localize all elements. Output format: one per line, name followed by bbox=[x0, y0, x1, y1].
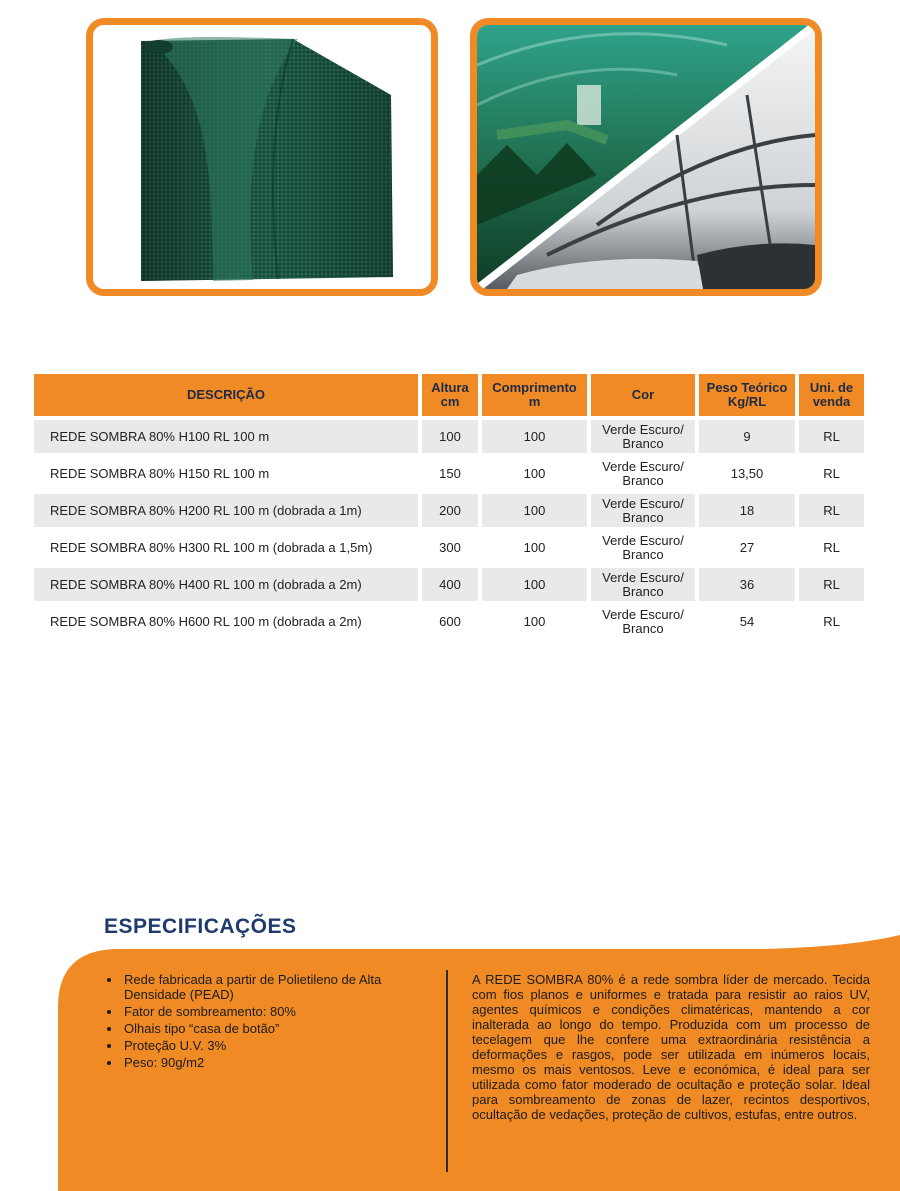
cell-uni: RL bbox=[799, 494, 864, 527]
header-altura: Altura cm bbox=[422, 374, 478, 416]
cell-comprimento: 100 bbox=[523, 465, 546, 481]
cell-altura: 150 bbox=[439, 465, 461, 481]
cell-descricao: REDE SOMBRA 80% H300 RL 100 m (dobrada a 1,5m) bbox=[50, 539, 373, 555]
product-table bbox=[30, 370, 868, 642]
cell-descricao: REDE SOMBRA 80% H100 RL 100 m bbox=[34, 420, 418, 453]
cell-altura: 300 bbox=[439, 539, 461, 555]
cell-cor: Verde Escuro/ Branco bbox=[602, 532, 684, 562]
cell-altura: 600 bbox=[439, 613, 461, 629]
header-cor: Cor bbox=[591, 374, 695, 416]
cell-cor: Verde Escuro/ Branco bbox=[602, 458, 684, 488]
cell-descricao: REDE SOMBRA 80% H200 RL 100 m (dobrada a 1m) bbox=[34, 494, 418, 527]
header-uni: Uni. de venda bbox=[799, 374, 864, 416]
header-descricao: DESCRIÇÃO bbox=[34, 374, 418, 416]
table-row bbox=[34, 457, 864, 490]
cell-cor: Verde Escuro/ Branco bbox=[591, 494, 695, 527]
cell-altura: 400 bbox=[422, 568, 478, 601]
cell-descricao: REDE SOMBRA 80% H600 RL 100 m (dobrada a 2m) bbox=[50, 613, 362, 629]
specs-bullet-list bbox=[104, 972, 434, 1072]
cell-peso: 54 bbox=[739, 613, 755, 629]
table-row bbox=[34, 605, 864, 638]
cell-peso: 36 bbox=[699, 568, 795, 601]
shade-net-roll-image bbox=[93, 25, 431, 289]
list-item: Olhais tipo “casa de botão” bbox=[104, 1021, 434, 1036]
cell-uni: RL bbox=[823, 539, 840, 555]
cell-peso: 18 bbox=[699, 494, 795, 527]
cell-comprimento: 100 bbox=[523, 613, 546, 629]
specs-divider bbox=[446, 970, 448, 1172]
cell-uni: RL bbox=[823, 613, 840, 629]
cell-cor: Verde Escuro/ Branco bbox=[591, 420, 695, 453]
table-header-row bbox=[34, 374, 864, 416]
header-peso: Peso Teórico Kg/RL bbox=[699, 374, 795, 416]
cell-peso: 13,50 bbox=[730, 465, 764, 481]
cell-altura: 100 bbox=[422, 420, 478, 453]
cell-comprimento: 100 bbox=[482, 494, 587, 527]
product-description: A REDE SOMBRA 80% é a rede sombra líder de mercado. Tecida com fios planos e uniformes e tratada para resistir ao raios UV, agentes químicos e condições climatéricas, mantendo a cor inalterada ao longo do tempo. Produzida com um processo de tecelagem que lhe confere uma extraordinária resistência a deformações e rasgos, pode ser utilizada em inúmeros locais, mesmo os mais ventosos. Leve e económica, é ideal para ser utilizada como fator moderado de ocultação e proteção solar. Ideal para sombreamento de zonas de lazer, recintos desportivos, ocultação de vedações, proteção de cultivos, estufas, entre outros. bbox=[472, 972, 870, 1122]
cell-descricao: REDE SOMBRA 80% H150 RL 100 m bbox=[50, 465, 270, 481]
table-row bbox=[34, 494, 864, 527]
list-item: Peso: 90g/m2 bbox=[104, 1055, 434, 1070]
cell-uni: RL bbox=[799, 420, 864, 453]
cell-altura: 200 bbox=[422, 494, 478, 527]
table-row bbox=[34, 568, 864, 601]
specs-title: ESPECIFICAÇÕES bbox=[104, 915, 297, 938]
cell-cor: Verde Escuro/ Branco bbox=[591, 568, 695, 601]
cell-uni: RL bbox=[799, 568, 864, 601]
table-row bbox=[34, 420, 864, 453]
product-photo-roll bbox=[86, 18, 438, 296]
cell-peso: 27 bbox=[739, 539, 755, 555]
cell-descricao: REDE SOMBRA 80% H400 RL 100 m (dobrada a 2m) bbox=[34, 568, 418, 601]
cell-uni: RL bbox=[823, 465, 840, 481]
cell-comprimento: 100 bbox=[482, 420, 587, 453]
product-photo-applications bbox=[470, 18, 822, 296]
greenhouse-parking-image bbox=[477, 25, 815, 289]
list-item: Rede fabricada a partir de Polietileno de Alta Densidade (PEAD) bbox=[104, 972, 434, 1002]
cell-peso: 9 bbox=[699, 420, 795, 453]
table-row bbox=[34, 531, 864, 564]
header-comprimento: Comprimento m bbox=[482, 374, 587, 416]
list-item: Fator de sombreamento: 80% bbox=[104, 1004, 434, 1019]
list-item: Proteção U.V. 3% bbox=[104, 1038, 434, 1053]
cell-comprimento: 100 bbox=[523, 539, 546, 555]
cell-comprimento: 100 bbox=[482, 568, 587, 601]
cell-cor: Verde Escuro/ Branco bbox=[602, 606, 684, 636]
